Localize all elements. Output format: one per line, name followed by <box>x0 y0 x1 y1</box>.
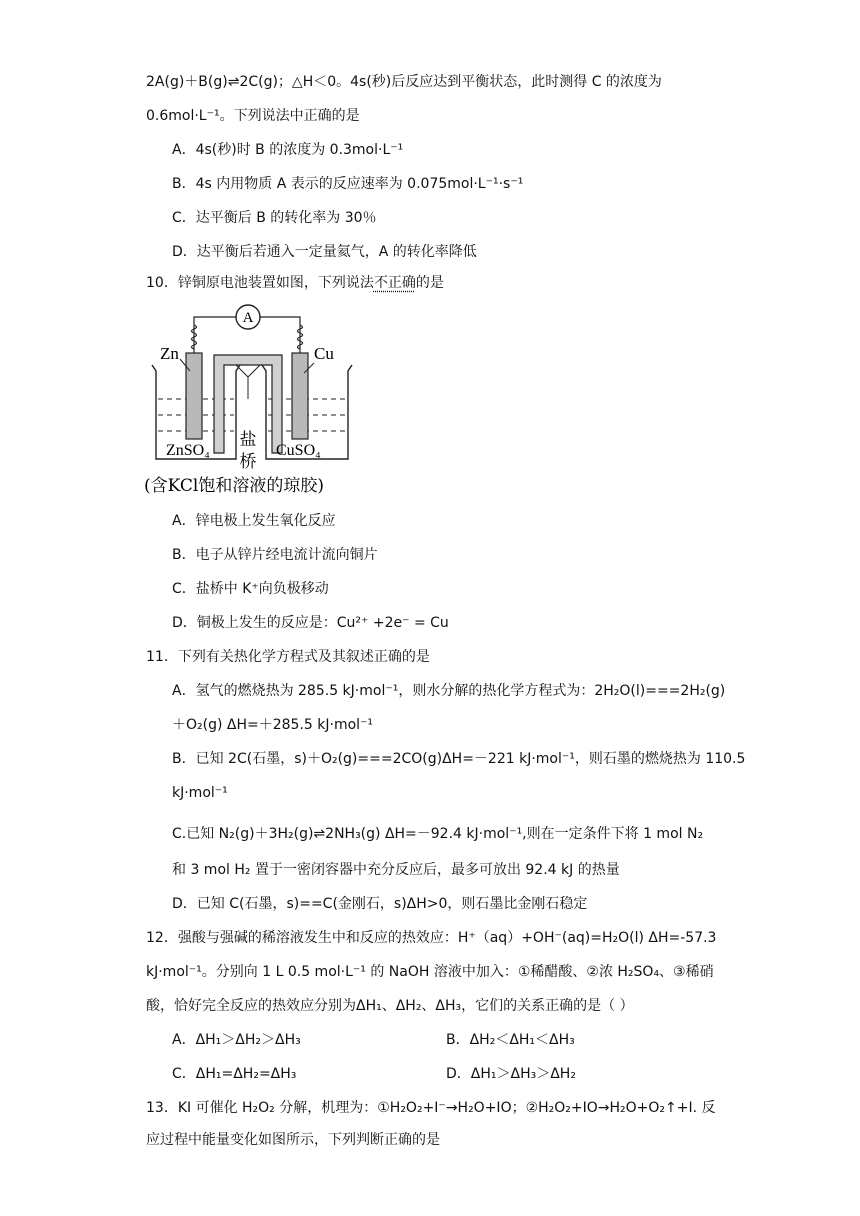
q10-option-b: B．电子从锌片经电流计流向铜片 <box>172 547 378 563</box>
salt-bridge-label-1: 盐 <box>239 430 257 450</box>
q9-stem-line2: 0.6mol·L⁻¹。下列说法中正确的是 <box>146 108 360 124</box>
copper-electrode <box>292 353 308 439</box>
q12-option-c: C．ΔH₁=ΔH₂=ΔH₃ <box>172 1066 297 1082</box>
figure-caption: (含KCl饱和溶液的琼胶) <box>144 476 324 496</box>
q11-option-b-line2: kJ·mol⁻¹ <box>172 785 228 801</box>
q11-option-d: D．已知 C(石墨，s)==C(金刚石，s)ΔH>0，则石墨比金刚石稳定 <box>172 896 588 912</box>
q12-option-a: A．ΔH₁＞ΔH₂＞ΔH₃ <box>172 1032 301 1048</box>
galvanic-cell-figure <box>144 303 364 503</box>
q11-option-a-line1: A．氢气的燃烧热为 285.5 kJ·mol⁻¹，则水分解的热化学方程式为：2H₂O(l)===2H₂(g) <box>172 683 726 699</box>
q11-option-b-line1: B．已知 2C(石墨，s)＋O₂(g)===2CO(g)ΔH=－221 kJ·mol⁻¹，则石墨的燃烧热为 110.5 <box>172 751 746 767</box>
q10-option-d: D．铜极上发生的反应是：Cu²⁺ +2e⁻ = Cu <box>172 615 449 631</box>
galvanic-cell-diagram <box>144 303 364 503</box>
bridge-pointer <box>248 365 260 377</box>
q13-stem-line1: 13．KI 可催化 H₂O₂ 分解，机理为：①H₂O₂+I⁻→H₂O+IO；②H₂O₂+IO→H₂O+O₂↑+I. 反 <box>146 1100 716 1116</box>
q9-option-b: B．4s 内用物质 A 表示的反应速率为 0.075mol·L⁻¹·s⁻¹ <box>172 176 524 192</box>
q9-option-a: A．4s(秒)时 B 的浓度为 0.3mol·L⁻¹ <box>172 142 404 158</box>
q11-option-c-line2: 和 3 mol H₂ 置于一密闭容器中充分反应后，最多可放出 92.4 kJ 的热量 <box>172 862 620 878</box>
cu-label: Cu <box>314 344 334 363</box>
znso4-label: ZnSO₄ <box>166 442 210 459</box>
q10-stem-after: 的是 <box>415 275 444 291</box>
q12-stem-line1: 12．强酸与强碱的稀溶液发生中和反应的热效应：H⁺（aq）+OH⁻(aq)=H₂O(l) ΔH=-57.3 <box>146 930 717 946</box>
q13-stem-line2: 应过程中能量变化如图所示，下列判断正确的是 <box>146 1132 440 1148</box>
zn-label: Zn <box>160 344 179 363</box>
cuso4-label: CuSO₄ <box>276 442 321 459</box>
left-spring <box>192 325 197 349</box>
q10-option-a: A．锌电极上发生氧化反应 <box>172 513 336 529</box>
q11-option-a-line2: ＋O₂(g) ΔH=＋285.5 kJ·mol⁻¹ <box>172 717 374 733</box>
q10-stem-before: 10．锌铜原电池装置如图，下列说法 <box>146 275 374 291</box>
left-wire <box>194 317 236 353</box>
right-spring <box>298 325 303 349</box>
q11-stem: 11．下列有关热化学方程式及其叙述正确的是 <box>146 649 430 665</box>
q12-option-d: D．ΔH₁＞ΔH₃＞ΔH₂ <box>446 1066 576 1082</box>
q10-stem <box>146 273 444 293</box>
right-wire <box>260 317 300 353</box>
q9-option-d: D．达平衡后若通入一定量氦气，A 的转化率降低 <box>172 244 477 260</box>
q9-option-c: C．达平衡后 B 的转化率为 30％ <box>172 210 377 226</box>
salt-bridge-label-2: 桥 <box>239 452 257 472</box>
q12-stem-line3: 酸，恰好完全反应的热效应分别为ΔH₁、ΔH₂、ΔH₃，它们的关系正确的是（ ） <box>146 998 634 1014</box>
q11-option-c-line1: C.已知 N₂(g)＋3H₂(g)⇌2NH₃(g) ΔH=－92.4 kJ·mol⁻¹,则在一定条件下将 1 mol N₂ <box>172 826 704 842</box>
q12-option-b: B．ΔH₂＜ΔH₁＜ΔH₃ <box>446 1032 575 1048</box>
q9-stem-line1: 2A(g)＋B(g)⇌2C(g)；△H＜0。4s(秒)后反应达到平衡状态，此时测得 C 的浓度为 <box>146 74 662 90</box>
ammeter-label: A <box>242 310 254 326</box>
q12-stem-line2: kJ·mol⁻¹。分别向 1 L 0.5 mol·L⁻¹ 的 NaOH 溶液中加入：①稀醋酸、②浓 H₂SO₄、③稀硝 <box>146 964 714 980</box>
q10-option-c: C．盐桥中 K⁺向负极移动 <box>172 581 329 597</box>
q10-stem-emphasis: 不正确 <box>373 275 416 291</box>
bridge-pointer <box>236 365 248 399</box>
zinc-electrode <box>186 353 202 439</box>
